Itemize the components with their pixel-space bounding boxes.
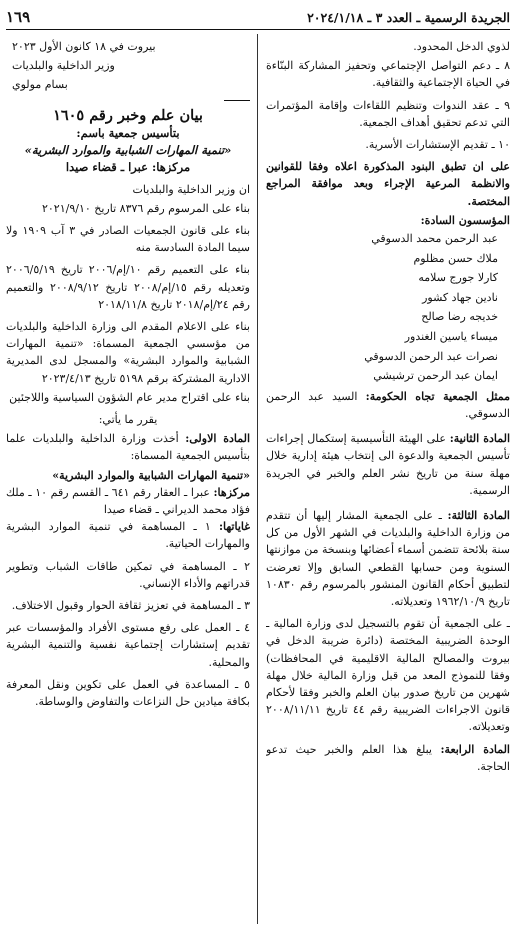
signature-block [6, 38, 250, 94]
association-name: «تنمية المهارات الشبابية والموارد البشرية» [24, 142, 232, 157]
founder-name: عبد الرحمن محمد الدسوقي [371, 232, 498, 246]
preamble-line: ان وزير الداخلية والبلديات [132, 182, 250, 196]
preamble-line: بناء على الاعلام المقدم الى وزارة الداخلية والبلديات من مؤسسي الجمعية المسماة: «تنمية المهارات الشبابية والموارد البشرية» والمسجل لدى المديرية الادارية المشتركة برقم ٥١٩٨ تاريخ ٢٠٢٣/٤/١٣ [6, 320, 250, 385]
signature-place-date: بيروت في ١٨ كانون الأول ٢٠٢٣ [12, 40, 156, 53]
founder-name: كارلا جورج سلامه [418, 271, 498, 285]
goal-item: ١٠ ـ تقديم الإستشارات الأسرية. [365, 138, 510, 152]
founders-list [266, 229, 510, 386]
founder-name: ملاك حسن مظلوم [413, 251, 498, 265]
article-2-text: على الهيئة التأسيسية إستكمال إجراءات تأسيس الجمعية والدعوة الى إنتخاب هيئة إدارية خلال مهلة سنة من تاريخ نشر العلم والخبر في الجريدة الرسمية. [266, 432, 510, 497]
founder-name: خديجه رضا صالح [421, 310, 498, 324]
goal-item: ٩ ـ عقد الندوات وتنظيم اللقاءات وإقامة المؤتمرات التي تدعم تحقيق أهداف الجمعية. [266, 98, 510, 129]
goal-item: ٣ ـ المساهمة في تعزيز ثقافة الحوار وقبول الاختلاف. [11, 599, 250, 613]
founder-name: نصرات عبد الرحمن الدسوقي [364, 349, 498, 363]
signature-minister-title: وزير الداخلية والبلديات [12, 59, 115, 73]
article-3-tax: ـ على الجمعية أن تقوم بالتسجيل لدى وزارة المالية ـ الوحدة الضريبية المختصة (دائرة ضريبة الدخل في بيروت والمصالح المالية الاقليمية في المحافظات) وفقا للنموذج المعد من قبل وزارة المالية خلال مهلة شهرين من تاريخ صدور بيان العلم والخبر وفقا لأحكام قانون الاجراءات الضريبية رقم ٤٤ تاريخ ٢٠٠٨/١١/١١ وتعديلاته. [266, 617, 510, 734]
goal-item: ٥ ـ المساعدة في العمل على تكوين ونقل المعرفة بكافة ميادين حل النزاعات والتفاوض والوساطة. [6, 677, 250, 709]
article-2 [266, 430, 510, 499]
goal-item: ٨ ـ دعم التواصل الإجتماعي وتحفيز المشاركة البنّاءة في الحياة الإجتماعية والثقافية. [266, 59, 510, 90]
article-1-label: المادة الاولى: [185, 432, 250, 446]
representative-label: ممثل الجمعية تجاه الحكومة: [365, 389, 510, 403]
declaration-subtitle: بتأسيس جمعية باسم: [76, 125, 180, 140]
article-1 [6, 430, 250, 464]
goal-item: ٤ ـ العمل على رفع مستوى الأفراد والمؤسسات عبر تقديم إستشارات إجتماعية نفسية والتنمية البشرية والمحلية. [6, 621, 250, 669]
article-3-label: المادة الثالثة: [447, 509, 510, 522]
left-column [6, 38, 250, 710]
column-divider [257, 34, 258, 924]
representative-text: السيد عبد الرحمن الدسوقي. [266, 389, 510, 420]
representative-paragraph [266, 388, 510, 422]
preamble-line: بناء على قانون الجمعيات الصادر في ٣ آب ١٩٠٩ ولا سيما المادة السادسة منه [6, 224, 250, 255]
founder-name: ايمان عبد الرحمن ترشيشي [373, 369, 498, 383]
founder-name: نادين جهاد كشور [422, 290, 498, 304]
headquarters [6, 484, 250, 518]
goals-label: غاياتها: [218, 520, 250, 534]
preamble-line: بناء على التعميم رقم ١٠/إم/٢٠٠٦ تاريخ ٢٠٠٦/٥/١٩ وتعديله رقم ١٥/إم/٢٠٠٨ تاريخ ٢٠٠٨/٩/١٢ والتعميم رقم ٢٤/إم/٢٠١٨ تاريخ ٢٠١٨/١١/٨ [6, 263, 250, 311]
goal-item-text: ١ ـ المساهمة في تنمية الموارد البشرية والمهارات الحياتية. [6, 520, 250, 551]
founder-name: ميساء ياسين الغندور [404, 330, 498, 343]
headquarters-text: عبرا ـ العقار رقم ٦٤١ ـ القسم رقم ١٠ ـ ملك فؤاد محمد الديراني ـ قضاء صيدا [6, 485, 250, 517]
intro-line: لذوي الدخل المحدود. [413, 40, 510, 53]
article-4-text: يبلغ هذا العلم والخبر حيث تدعو الحاجة. [266, 742, 510, 773]
preamble-line: بناء على اقتراح مدير عام الشؤون السياسية واللاجئين [9, 390, 250, 404]
article-1-text: أخذت وزارة الداخلية والبلديات علما بتأسيس الجمعية المسماة: [6, 432, 250, 463]
goals-first [6, 518, 250, 552]
decides-line: يقرر ما يأتي: [98, 413, 158, 427]
article-3 [266, 507, 510, 610]
article-2-label: المادة الثانية: [449, 432, 510, 446]
page-number: ١٦٩ [6, 8, 31, 26]
separator-rule [224, 100, 250, 101]
article-1-association-name: «تنمية المهارات الشبابية والموارد البشرية» [52, 468, 250, 482]
goal-item: ٢ ـ المساهمة في تمكين طاقات الشباب وتطوير قدراتهم والأداء الإنساني. [6, 559, 250, 590]
compliance-statement: على ان تطبق البنود المذكورة اعلاه وفقا للقوانين والانظمة المرعية الإجراء وبعد موافقة المراجع المختصة. [266, 160, 510, 208]
signature-minister-name: بسام مولوي [12, 78, 68, 92]
declaration-title: بيان علم وخبر رقم ١٦٠٥ [53, 106, 203, 124]
headquarters-label: مركزها: [213, 485, 250, 499]
association-location: مركزها: عبرا ـ قضاء صيدا [65, 159, 191, 174]
preamble-line: بناء على المرسوم رقم ٨٣٧٦ تاريخ ٢٠٢١/٩/١٠ [41, 201, 250, 215]
article-4-label: المادة الرابعة: [440, 742, 510, 756]
page-header [6, 5, 510, 30]
gazette-title: الجريدة الرسمية ـ العدد ٣ ـ ٢٠٢٤/١/١٨ [307, 9, 510, 25]
article-4 [266, 741, 510, 775]
article-3-text: ـ على الجمعية المشار إليها أن تتقدم من وزارة الداخلية والبلديات في الشهر الأول من كل سنة بلائحة تتضمن أسماء أعضائها وبنسخة من موازنتها السنوية ومن حسابها القطعي السابق وإلا تعرضت لتطبيق أحكام القانون المنشور بالمرسوم رقم ١٠٨٣٠ تاريخ ١٩٦٢/١٠/٩ وتعديلاته. [266, 509, 510, 609]
right-column [266, 38, 510, 775]
founders-label: المؤسسون السادة: [420, 213, 510, 227]
